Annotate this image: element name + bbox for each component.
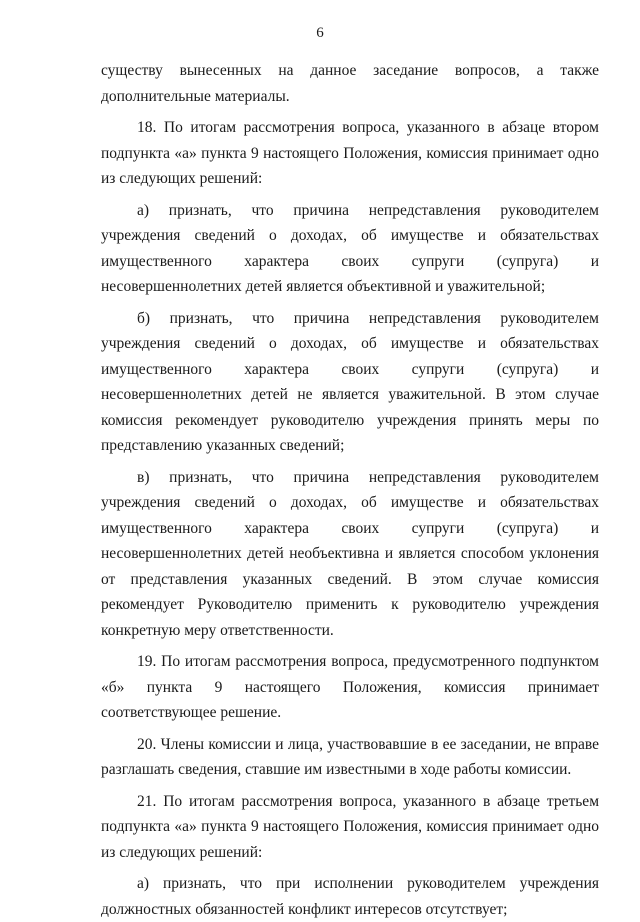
paragraph-item-19: 19. По итогам рассмотрения вопроса, предусмотренного подпунктом «б» пункта 9 настоящего Положения, комиссия принимает соответствующее решение. — [101, 653, 599, 721]
document-body — [101, 58, 599, 922]
paragraph-item-18a: а) признать, что причина непредставления руководителем учреждения сведений о доходах, об имуществе и обязательствах имущественного характера своих супруги (супруга) и несовершеннолетних детей является объективной и уважительной; — [101, 201, 599, 295]
paragraph-continuation: существу вынесенных на данное заседание вопросов, а также дополнительные материалы. — [101, 62, 599, 105]
paragraph-item-21: 21. По итогам рассмотрения вопроса, указанного в абзаце третьем подпункта «а» пункта 9 настоящего Положения, комиссия принимает одно из следующих решений: — [101, 792, 599, 861]
paragraph-item-20: 20. Члены комиссии и лица, участвовавшие в ее заседании, не вправе разглашать сведения, ставшие им известными в ходе работы комиссии. — [101, 735, 599, 778]
paragraph-item-21a: а) признать, что при исполнении руководителем учреждения должностных обязанностей конфликт интересов отсутствует; — [101, 875, 599, 918]
page-number: 6 — [316, 25, 324, 41]
paragraph-item-18b: б) признать, что причина непредставления руководителем учреждения сведений о доходах, об имуществе и обязательствах имущественного характера своих супруги (супруга) и несовершеннолетних детей не является уважительной. В этом случае комиссия рекомендует руководителю учреждения принять меры по представлению указанных сведений; — [101, 309, 599, 454]
paragraph-item-18: 18. По итогам рассмотрения вопроса, указанного в абзаце втором подпункта «а» пункта 9 настоящего Положения, комиссия принимает одно из следующих решений: — [101, 119, 599, 187]
paragraph-item-18v: в) признать, что причина непредставления руководителем учреждения сведений о доходах, об имуществе и обязательствах имущественного характера своих супруги (супруга) и несовершеннолетних детей необъективна и является способом уклонения от представления указанных сведений. В этом случае комиссия рекомендует Руководителю применить к руководителю учреждения конкретную меру ответственности. — [101, 468, 599, 639]
